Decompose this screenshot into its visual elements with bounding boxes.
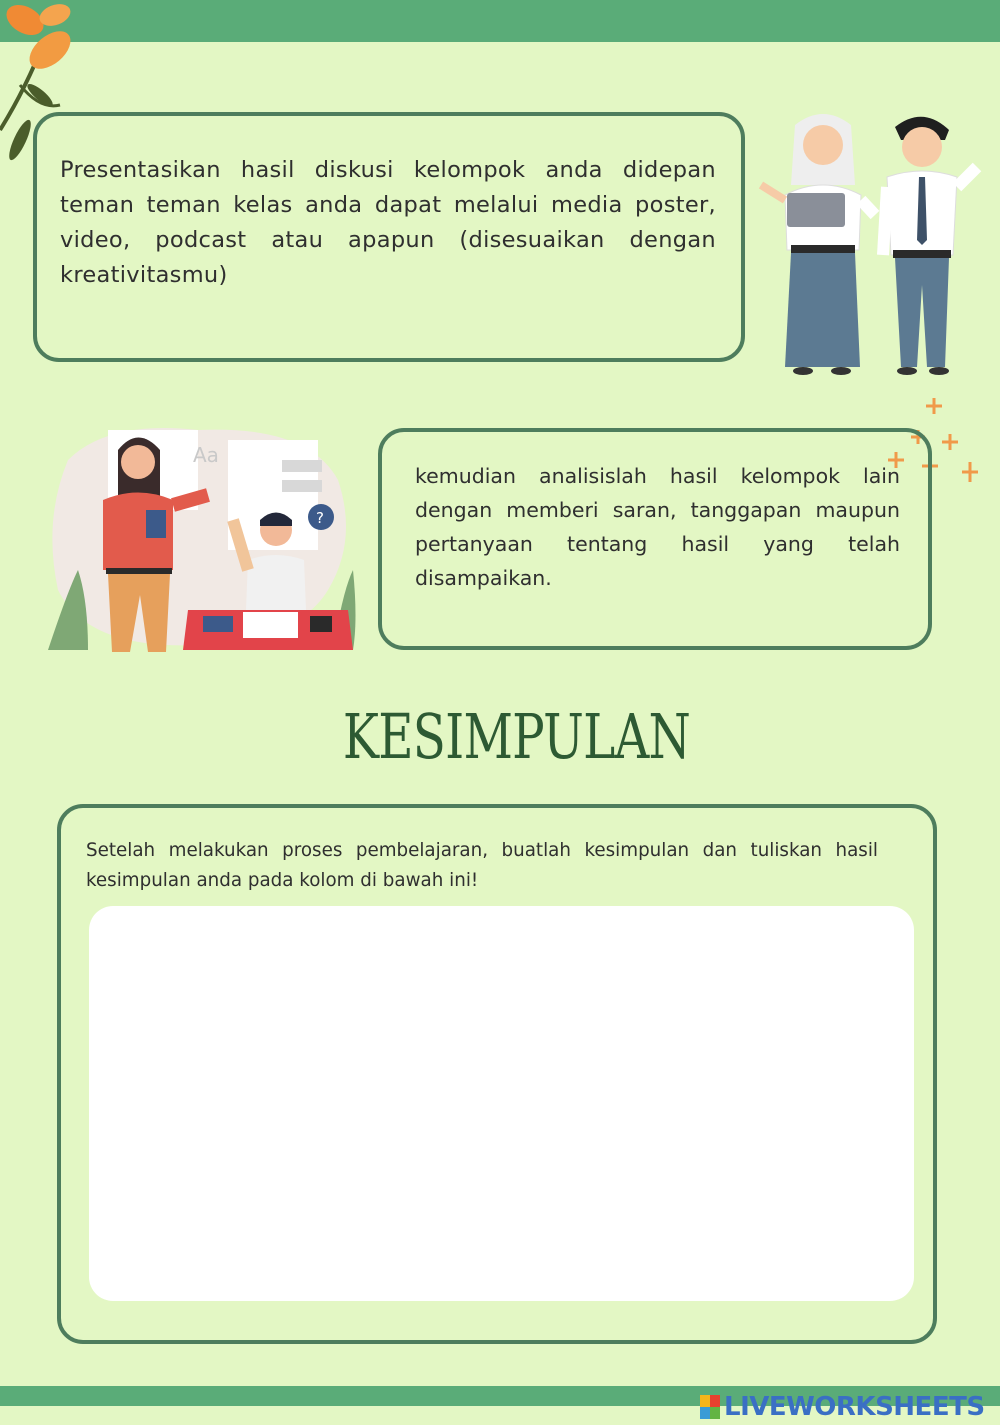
conclusion-answer-field[interactable] (89, 906, 914, 1301)
students-illustration-icon (755, 105, 990, 380)
instruction-text: Setelah melakukan proses pembelajaran, buatlah kesimpulan dan tuliskan hasil kesimpulan anda pada kolom di bawah ini! (86, 840, 878, 891)
top-bar (0, 0, 1000, 42)
page-title: KESIMPULAN (342, 700, 691, 773)
conclusion-textarea[interactable] (89, 906, 914, 1301)
logo-icon (700, 1395, 720, 1419)
question-bubble-text: ? (316, 509, 324, 527)
liveworksheets-logo[interactable] (700, 1391, 985, 1423)
classroom-illustration-icon (48, 420, 358, 656)
paragraph-presentation: Presentasikan hasil diskusi kelompok anda didepan teman teman kelas anda dapat melalui media poster, video, podcast atau apapun (disesuaikan dengan kreativitasmu) (60, 157, 716, 288)
board-text: Aa (193, 443, 219, 467)
paragraph-analysis: kemudian analisislah hasil kelompok lain dengan memberi saran, tanggapan maupun pertanyaan tentang hasil yang telah disampaikan. (415, 464, 900, 590)
logo-text: LIVEWORKSHEETS (724, 1392, 985, 1422)
